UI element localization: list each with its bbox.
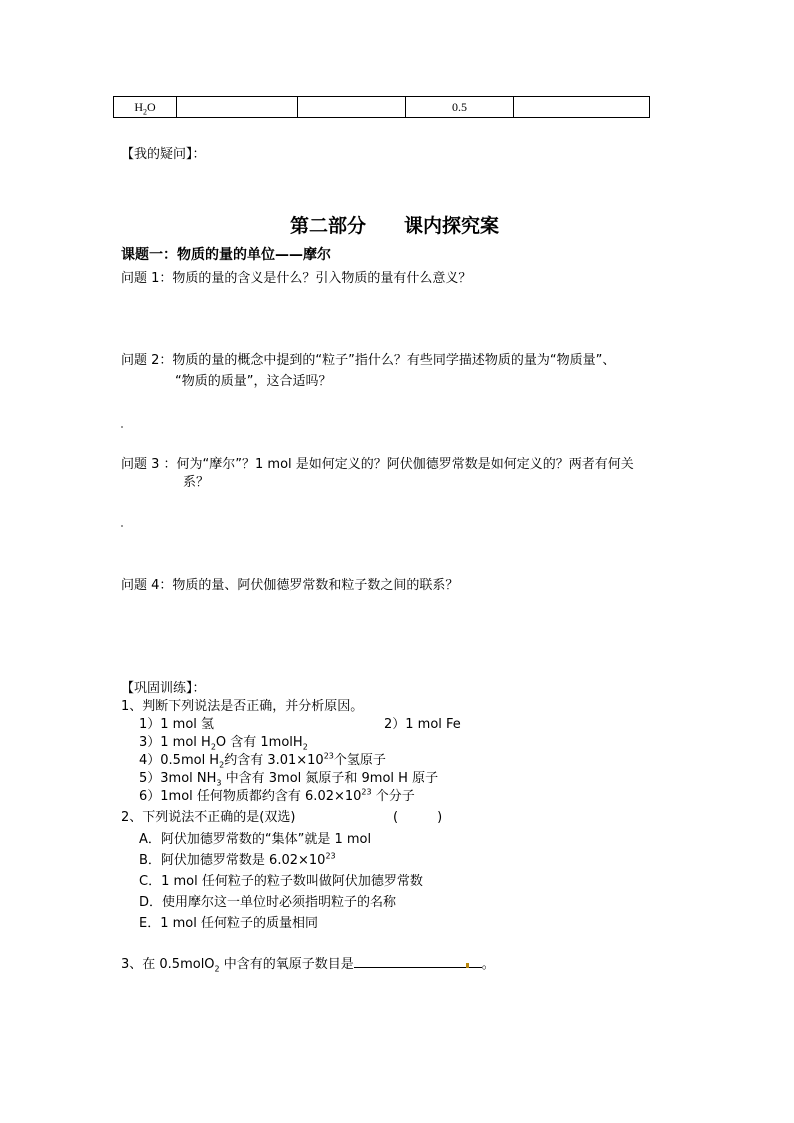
exercise-3: 3、在 0.5molO$_2$ 中含有的氧原子数目是 。 xyxy=(121,957,495,974)
data-table xyxy=(113,96,650,118)
exercise-1-item-3: 3）1 mol $H_2O$ 含有 1molH$_2$ xyxy=(139,735,308,752)
practice-heading: 【巩固训练】： xyxy=(121,681,206,696)
exercise-1-item-6: 6）1mol 任何物质都约含有 $6.02\times 10^{23}$ 个分子 xyxy=(139,787,415,804)
question-3-line2: 系？ xyxy=(183,475,210,490)
question-2-line1: 问题 2：物质的量的概念中提到的“粒子”指什么？有些同学描述物质的量为“物质量”、 xyxy=(121,353,616,368)
stray-mark xyxy=(121,426,123,428)
answer-blank[interactable] xyxy=(354,955,482,968)
my-questions-label: 【我的疑问】： xyxy=(121,147,206,162)
table-row xyxy=(114,97,650,118)
exercise-1-stem: 1、判断下列说法是否正确，并分析原因。 xyxy=(121,699,364,714)
question-3-line1: 问题 3 ：何为“摩尔”？1 mol 是如何定义的？阿伏伽德罗常数是如何定义的？两者有何关 xyxy=(121,457,634,472)
table-cell-value: 0.5 xyxy=(406,97,514,118)
exercise-2-stem: 2、下列说法不正确的是(双选) xyxy=(121,810,296,825)
exercise-2-option-d: D．使用摩尔这一单位时必须指明粒子的名称 xyxy=(139,895,397,910)
table-cell xyxy=(298,97,406,118)
question-2-line2: “物质的质量”，这合适吗？ xyxy=(175,374,332,389)
exercise-1-item-4: 4）0.5mol $H_2$约含有 $3.01\times 10^{23}$个氢原子 xyxy=(139,751,386,770)
part2-title: 第二部分 课内探究案 xyxy=(290,215,500,237)
cursor-mark xyxy=(466,963,469,968)
question-4: 问题 4：物质的量、阿伏伽德罗常数和粒子数之间的联系？ xyxy=(121,578,459,593)
exercise-2-option-a: A．阿伏加德罗常数的“集体”就是 1 mol xyxy=(139,832,372,847)
exercise-2-option-b: B．阿伏加德罗常数是 $6.02\times 10^{23}$ xyxy=(139,851,336,868)
stray-mark xyxy=(121,525,123,527)
table-cell xyxy=(177,97,298,118)
table-cell xyxy=(514,97,650,118)
exercise-1-item-5: 5）3mol $NH_3$ 中含有 3mol 氮原子和 9mol H 原子 xyxy=(139,771,439,788)
table-cell-substance: $H_2O$ xyxy=(114,97,177,118)
question-1: 问题 1：物质的量的含义是什么？引入物质的量有什么意义？ xyxy=(121,271,472,286)
exercise-2-option-e: E．1 mol 任何粒子的质量相同 xyxy=(139,916,318,931)
exercise-2-option-c: C．1 mol 任何粒子的粒子数叫做阿伏加德罗常数 xyxy=(139,874,423,889)
answer-parentheses: ( ) xyxy=(393,810,443,825)
topic1-heading: 课题一：物质的量的单位——摩尔 xyxy=(121,247,331,263)
exercise-1-item-1: 1）1 mol 氢 xyxy=(139,717,215,732)
exercise-1-item-2: 2）1 mol Fe xyxy=(384,717,461,732)
